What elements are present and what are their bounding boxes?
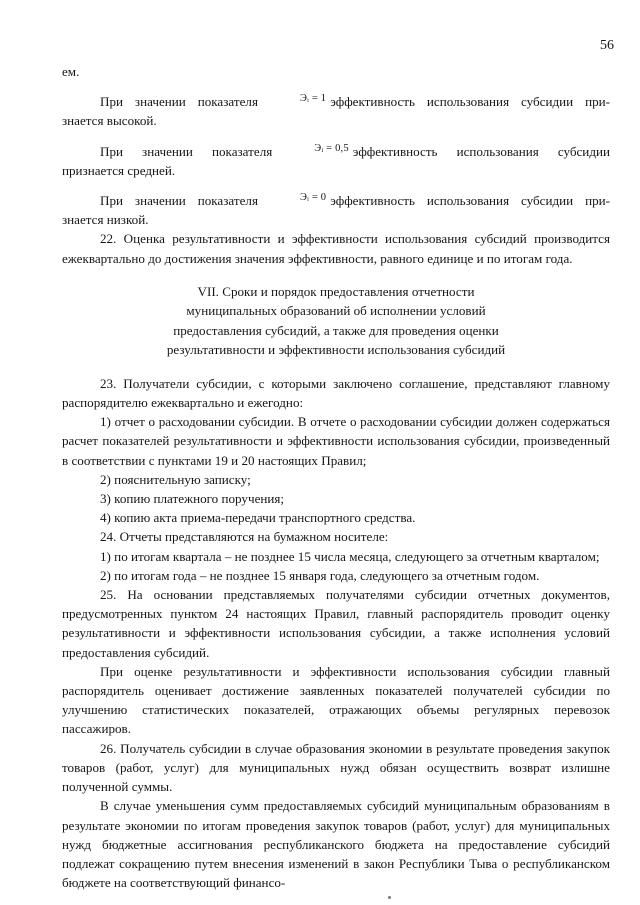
paragraph-22: 22. Оценка результативности и эффективности использования субсидий производится ежеквартально до достижения значения эффективности, равного единице и по итогам года. xyxy=(62,231,610,266)
heading-line: муниципальных образований об исполнении условий xyxy=(186,303,486,319)
heading-line: предоставления субсидий, а также для проведения оценки xyxy=(173,322,499,338)
list-item-23-1: 1) отчет о расходовании субсидии. В отчете о расходовании субсидии должен содержаться расчет показателей результативности и эффективности использования субсидии, произведенный в соответствии с пунктами 19 и 20 настоящих Правил; xyxy=(62,414,610,468)
page-content xyxy=(62,62,610,892)
paragraph-25: 25. На основании представляемых получателями субсидии отчетных документов, предусмотренных пунктом 24 настоящих Правил, главный распорядитель проводит оценку результативности и эффективности использования субсидии, а также исполнения условий предоставления субсидий. xyxy=(62,587,610,660)
list-item-23-3: 3) копию платежного поручения; xyxy=(100,491,285,507)
paragraph-24: 24. Отчеты представляются на бумажном носителе: xyxy=(100,529,389,545)
condition-rest: эффективность использования субсидии при- xyxy=(330,193,610,209)
list-item-24-1: 1) по итогам квартала – не позднее 15 числа месяца, следующего за отчетным кварталом; xyxy=(100,548,600,564)
fragment-top: ем. xyxy=(62,64,80,79)
paragraph-25-evaluation: При оценке результативности и эффективности использования субсидии главный распорядитель оценивает достижение заявленных показателей получателей субсидии по улучшению статистических показателей, отражающих объемы регулярных перевозок пассажиров. xyxy=(62,663,610,737)
formula-eq-1: Эᵢ = 1 xyxy=(299,93,327,105)
formula-eq-0: Эᵢ = 0 xyxy=(299,192,327,204)
condition-rest: эффективность использования субсидии при- xyxy=(330,94,610,110)
condition-lead: При значении показателя xyxy=(100,94,258,110)
list-item-23-4: 4) копию акта приема-передачи транспортного средства. xyxy=(100,510,416,526)
condition-medium xyxy=(62,139,610,161)
condition-lead: При значении показателя xyxy=(100,143,273,159)
paragraph-26-reduction: В случае уменьшения сумм предоставляемых субсидий муниципальным образованиям в результате экономии по итогам проведения закупок товаров (работ, услуг) для муниципальных нужд бюджетные ассигнования республиканского бюджета на предоставление субсидий подлежат сокращению путем внесения изменений в закон Республики Тыва о республиканском бюджете на соответствующий финансо- xyxy=(62,798,610,891)
list-item-24-2: 2) по итогам года – не позднее 15 января года, следующего за отчетным годом. xyxy=(100,567,540,583)
condition-low-tail: знается низкой. xyxy=(62,212,149,228)
condition-high-tail: знается высокой. xyxy=(62,113,157,129)
heading-line: VII. Сроки и порядок предоставления отчетности xyxy=(197,283,475,299)
page-number: 56 xyxy=(600,38,614,53)
condition-lead: При значении показателя xyxy=(100,193,258,209)
condition-rest: эффективность использования субсидии xyxy=(352,143,610,159)
scan-speck xyxy=(388,896,391,899)
heading-line: результативности и эффективности использования субсидий xyxy=(166,342,506,358)
condition-high xyxy=(62,89,610,111)
list-item-23-2: 2) пояснительную записку; xyxy=(100,471,251,487)
formula-eq-0-5: Эᵢ = 0,5 xyxy=(314,142,349,154)
condition-low xyxy=(62,188,610,210)
section-heading xyxy=(62,282,610,360)
condition-medium-tail: признается средней. xyxy=(62,162,176,178)
paragraph-23: 23. Получатели субсидии, с которыми заключено соглашение, представляют главному распорядителю ежеквартально и ежегодно: xyxy=(62,375,610,411)
paragraph-26: 26. Получатель субсидии в случае образования экономии в результате проведения закупок товаров (работ, услуг) для муниципальных нужд обязан осуществить возврат излишне полученной суммы. xyxy=(62,740,610,795)
